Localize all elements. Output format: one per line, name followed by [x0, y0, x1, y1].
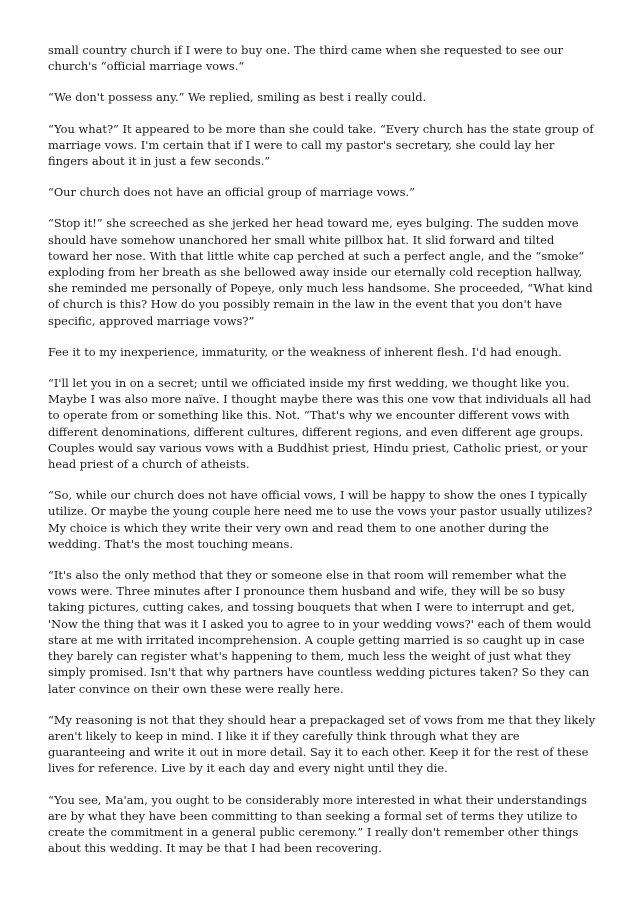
paragraph: “You see, Ma'am, you ought to be considerably more interested in what their understandings are by what they have been committing to than seeking a formal set of terms they utilize to create the commitment in a general public ceremony.” I really don't remember other things about this wedding. It may be that I had been recovering.	[48, 792, 587, 856]
paragraph: “You what?” It appeared to be more than she could take. “Every church has the state group of marriage vows. I'm certain that if I were to call my pastor's secretary, she could lay her fingers about it in just a few seconds.”	[48, 121, 594, 169]
document-page	[48, 42, 596, 871]
paragraph: Fee it to my inexperience, immaturity, or the weakness of inherent flesh. I'd had enough.	[48, 344, 562, 359]
paragraph: small country church if I were to buy one. The third came when she requested to see our church's “official marriage vows.“	[48, 43, 564, 74]
paragraph: “I'll let you in on a secret; until we officiated inside my first wedding, we thought like you. Maybe I was also more naïve. I thought maybe there was this one vow that individuals all had to operate from or something like this. Not. “That's why we encounter different vows with different denominations, different cultures, different regions, and even different age groups. Couples would say various vows with a Buddhist priest, Hindu priest, Catholic priest, or your head priest of a church of atheists.	[48, 376, 592, 472]
paragraph: “So, while our church does not have official vows, I will be happy to show the ones I typically utilize. Or maybe the young couple here need me to use the vows your pastor usually utilizes? My choice is which they write their very own and read them to one another during the wedding. That's the most touching means.	[48, 488, 593, 551]
paragraph: “Stop it!” she screeched as she jerked her head toward me, eyes bulging. The sudden move should have somehow unanchored her small white pillbox hat. It slid forward and tilted toward her nose. With that little white cap perched at such a perfect angle, and the “smoke“ exploding from her breath as she bellowed away inside our eternally cold reception hallway, she reminded me personally of Popeye, only much less handsome. She proceeded, “What kind of church is this? How do you possibly remain in the law in the event that you don't have specific, approved marriage vows?”	[48, 216, 593, 328]
paragraph: “My reasoning is not that they should hear a prepackaged set of vows from me that they likely aren't likely to keep in mind. I like it if they carefully think through what they are guaranteeing and write it out in more detail. Say it to each other. Keep it for the rest of these lives for reference. Live by it each day and every night until they die.	[48, 712, 596, 776]
paragraph: “It's also the only method that they or someone else in that room will remember what the vows were. Three minutes after I pronounce them husband and wife, they will be so busy taking pictures, cutting cakes, and tossing bouquets that when I were to interrupt and get, 'Now the thing that was it I asked you to agree to in your wedding vows?' each of them would stare at me with irritated incomprehension. A couple getting married is so caught up in case they barely can register what's happening to them, much less the weight of just what they simply promised. Isn't that why partners have countless wedding pictures taken? So they can later convince on their own these were really here.	[48, 568, 591, 696]
paragraph: “Our church does not have an official group of marriage vows.”	[48, 185, 415, 200]
paragraph: “We don't possess any.” We replied, smiling as best i really could.	[48, 90, 427, 105]
